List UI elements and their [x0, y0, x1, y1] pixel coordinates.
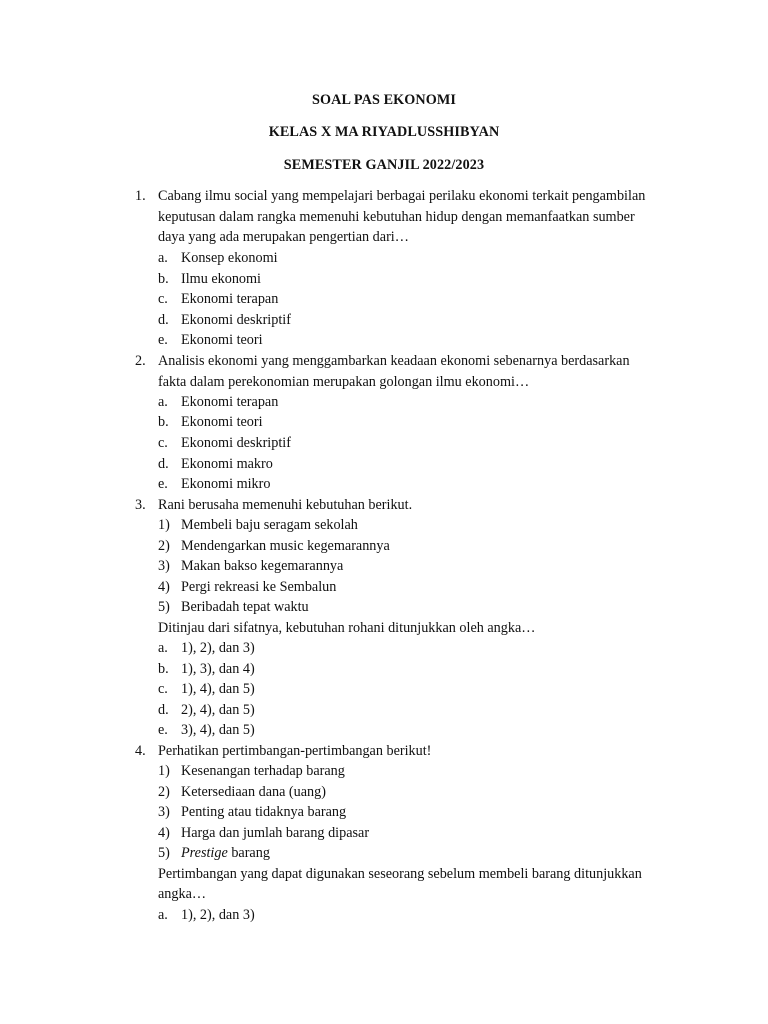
question-text: fakta dalam perekonomian merupakan golongan ilmu ekonomi… [158, 374, 530, 390]
option-text: 1), 2), dan 3) [181, 640, 255, 656]
question-number: 4. [135, 743, 146, 759]
doc-subtitle-class: KELAS X MA RIYADLUSSHIBYAN [268, 124, 500, 140]
statement-text: Beribadah tepat waktu [181, 599, 309, 615]
question-text: Perhatikan pertimbangan-pertimbangan berikut! [158, 743, 432, 759]
option-letter: d. [158, 456, 169, 472]
option-text: 1), 2), dan 3) [181, 907, 255, 923]
statement-text-italic: Prestige [181, 845, 228, 861]
option-letter: a. [158, 640, 168, 656]
option-text: 1), 3), dan 4) [181, 661, 255, 677]
question-text: Rani berusaha memenuhi kebutuhan berikut. [158, 497, 413, 513]
option-text: Ekonomi deskriptif [181, 435, 291, 451]
statement-number: 4) [158, 579, 170, 595]
option-letter: d. [158, 312, 169, 328]
statement-text: Makan bakso kegemarannya [181, 558, 344, 574]
option-text: 3), 4), dan 5) [181, 722, 255, 738]
statement-text: Kesenangan terhadap barang [181, 763, 345, 779]
option-text: Ekonomi teori [181, 414, 263, 430]
question-prompt: Ditinjau dari sifatnya, kebutuhan rohani ditunjukkan oleh angka… [158, 620, 536, 636]
statement-text [181, 843, 270, 863]
question-text: daya yang ada merupakan pengertian dari… [158, 229, 409, 245]
option-letter: e. [158, 332, 168, 348]
statement-text: Pergi rekreasi ke Sembalun [181, 579, 337, 595]
question-prompt: Pertimbangan yang dapat digunakan seseorang sebelum membeli barang ditunjukkan [158, 866, 642, 882]
question-prompt: angka… [158, 886, 207, 902]
option-letter: b. [158, 661, 169, 677]
statement-number: 4) [158, 825, 170, 841]
doc-subtitle-semester: SEMESTER GANJIL 2022/2023 [283, 157, 485, 173]
question-text: keputusan dalam rangka memenuhi kebutuhan hidup dengan memanfaatkan sumber [158, 209, 635, 225]
option-text: Ekonomi terapan [181, 291, 279, 307]
statement-number: 1) [158, 763, 170, 779]
option-letter: a. [158, 394, 168, 410]
option-letter: a. [158, 907, 168, 923]
option-letter: e. [158, 476, 168, 492]
statement-number: 2) [158, 784, 170, 800]
statement-text: Ketersediaan dana (uang) [181, 784, 326, 800]
question-number: 1. [135, 188, 146, 204]
statement-text: Harga dan jumlah barang dipasar [181, 825, 370, 841]
option-text: Ekonomi mikro [181, 476, 271, 492]
option-letter: b. [158, 414, 169, 430]
question-number: 2. [135, 353, 146, 369]
option-text: Konsep ekonomi [181, 250, 278, 266]
option-letter: b. [158, 271, 169, 287]
option-text: Ilmu ekonomi [181, 271, 261, 287]
option-text: Ekonomi makro [181, 456, 273, 472]
option-text: 1), 4), dan 5) [181, 681, 255, 697]
statement-text-rest: barang [227, 845, 270, 861]
statement-number: 5) [158, 599, 170, 615]
statement-number: 3) [158, 804, 170, 820]
option-letter: c. [158, 435, 168, 451]
option-text: Ekonomi deskriptif [181, 312, 291, 328]
statement-number: 5) [158, 845, 170, 861]
option-letter: c. [158, 291, 168, 307]
question-number: 3. [135, 497, 146, 513]
question-text: Analisis ekonomi yang menggambarkan keadaan ekonomi sebenarnya berdasarkan [158, 353, 630, 369]
option-text: Ekonomi teori [181, 332, 263, 348]
statement-text: Mendengarkan music kegemarannya [181, 538, 390, 554]
statement-number: 2) [158, 538, 170, 554]
statement-number: 3) [158, 558, 170, 574]
option-letter: c. [158, 681, 168, 697]
option-letter: e. [158, 722, 168, 738]
statement-text: Membeli baju seragam sekolah [181, 517, 358, 533]
statement-text: Penting atau tidaknya barang [181, 804, 347, 820]
statement-number: 1) [158, 517, 170, 533]
question-text: Cabang ilmu social yang mempelajari berbagai perilaku ekonomi terkait pengambilan [158, 188, 646, 204]
option-text: 2), 4), dan 5) [181, 702, 255, 718]
option-letter: a. [158, 250, 168, 266]
option-letter: d. [158, 702, 169, 718]
option-text: Ekonomi terapan [181, 394, 279, 410]
doc-title: SOAL PAS EKONOMI [311, 92, 457, 108]
